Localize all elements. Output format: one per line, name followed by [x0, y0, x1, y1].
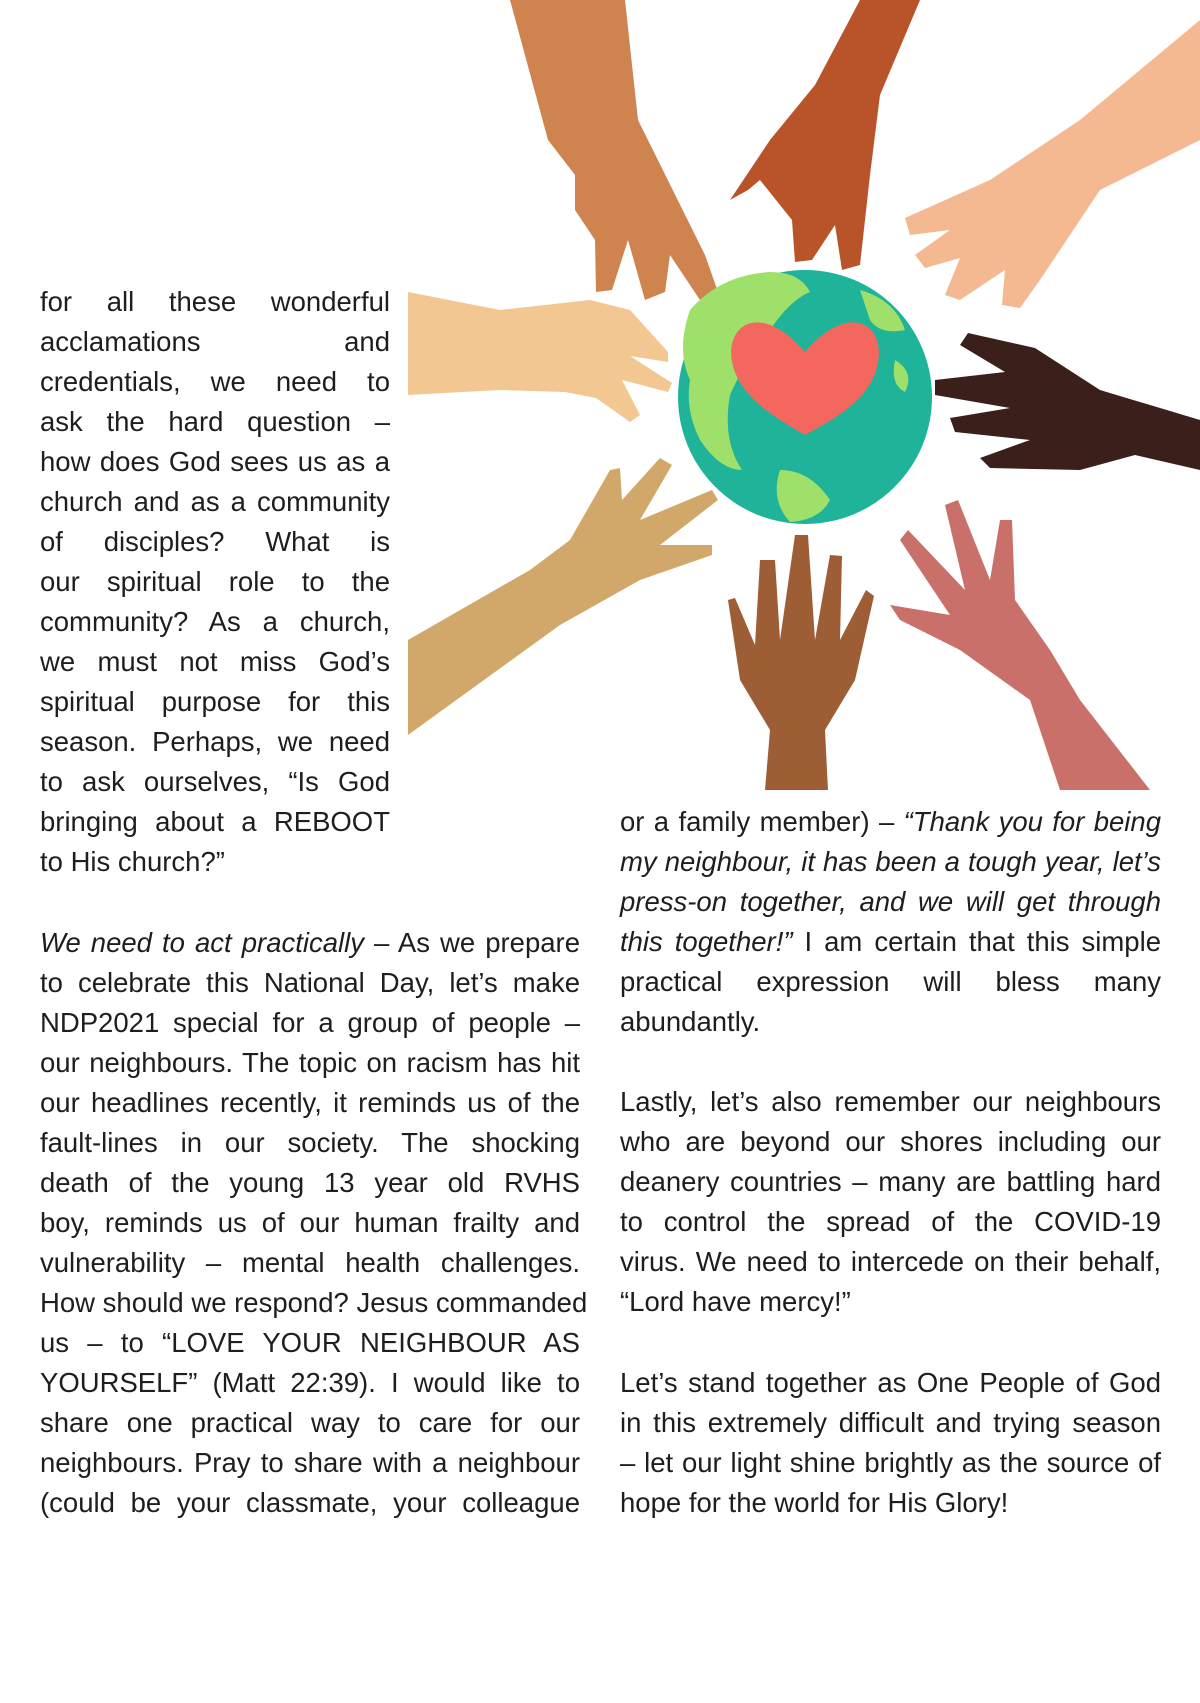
text-line: NDP2021 special for a group of people – [40, 1007, 580, 1038]
hand-left [408, 292, 672, 422]
text-line: we must not miss God’s [40, 646, 390, 677]
text-line: (could be your classmate, your colleague [40, 1487, 580, 1518]
hand-right [935, 333, 1200, 470]
text-line: acclamations and [40, 326, 390, 357]
paragraph-act-practically [40, 923, 588, 1523]
text-line: credentials, we need to [40, 366, 390, 397]
text-line: Lastly, let’s also remember our neighbours [620, 1086, 1161, 1117]
text-line: to control the spread of the COVID-19 [620, 1206, 1161, 1237]
text-line: community? As a church, [40, 606, 390, 637]
text-line: fault-lines in our society. The shocking [40, 1127, 580, 1158]
text-line [620, 922, 1161, 962]
hand-lower-left [408, 458, 718, 735]
text-line [620, 842, 1161, 882]
text-plain: I am certain that this simple [792, 926, 1161, 957]
lead-rest: – As we prepare [364, 927, 580, 958]
text-line [40, 923, 580, 963]
hand-bottom-center [728, 535, 874, 790]
text-line: church and as a community [40, 486, 390, 517]
text-line: deanery countries – many are battling hard [620, 1166, 1161, 1197]
text-line: abundantly. [620, 1006, 761, 1037]
text-line: bringing about a REBOOT [40, 806, 390, 837]
hand-top-right [905, 20, 1200, 308]
text-line: Let’s stand together as One People of God [620, 1367, 1161, 1398]
text-line: How should we respond? Jesus commanded [40, 1287, 588, 1318]
text-line: season. Perhaps, we need [40, 726, 390, 757]
text-line: vulnerability – mental health challenges. [40, 1247, 580, 1278]
text-line: share one practical way to care for our [40, 1407, 580, 1438]
text-italic: my neighbour, it has been a tough year, let’s [620, 846, 1161, 877]
paragraph-neighbour-message [620, 802, 1161, 1042]
text-line: us – to “LOVE YOUR NEIGHBOUR AS [40, 1327, 580, 1358]
globe [678, 270, 932, 524]
text-line: – let our light shine brightly as the source of [620, 1447, 1161, 1478]
text-line: our spiritual role to the [40, 566, 390, 597]
text-line: “Lord have mercy!” [620, 1286, 851, 1317]
text-italic: this together!” [620, 926, 793, 957]
text-italic: “Thank you for being [903, 806, 1161, 837]
lead-italic: We need to act practically [40, 927, 364, 958]
text-line: spiritual purpose for this [40, 686, 390, 717]
text-line: for all these wonderful [40, 286, 390, 317]
text-line: who are beyond our shores including our [620, 1126, 1161, 1157]
text-line: to His church?” [40, 846, 225, 877]
paragraph-lastly [620, 1082, 1161, 1322]
text-line: to celebrate this National Day, let’s make [40, 967, 580, 998]
text-line: boy, reminds us of our human frailty and [40, 1207, 580, 1238]
text-line: YOURSELF” (Matt 22:39). I would like to [40, 1367, 580, 1398]
text-line: virus. We need to intercede on their behalf, [620, 1246, 1161, 1277]
text-line: practical expression will bless many [620, 966, 1161, 997]
text-line: of disciples? What is [40, 526, 390, 557]
text-line: to ask ourselves, “Is God [40, 766, 390, 797]
text-line: ask the hard question – [40, 406, 390, 437]
hand-bottom-right [890, 500, 1150, 790]
paragraph-intro [40, 282, 390, 882]
text-line: death of the young 13 year old RVHS [40, 1167, 580, 1198]
hand-top-center [730, 0, 920, 270]
hand-top-left [510, 0, 718, 300]
text-plain: or a family member) – [620, 806, 904, 837]
paragraph-closing [620, 1363, 1161, 1523]
text-line: how does God sees us as a [40, 446, 390, 477]
text-line [620, 802, 1161, 842]
text-line: our neighbours. The topic on racism has hit [40, 1047, 580, 1078]
text-line: neighbours. Pray to share with a neighbour [40, 1447, 580, 1478]
text-line: our headlines recently, it reminds us of the [40, 1087, 580, 1118]
text-line: in this extremely difficult and trying season [620, 1407, 1161, 1438]
text-line: hope for the world for His Glory! [620, 1487, 1009, 1518]
text-italic: press-on together, and we will get through [620, 886, 1161, 917]
text-line [620, 882, 1161, 922]
